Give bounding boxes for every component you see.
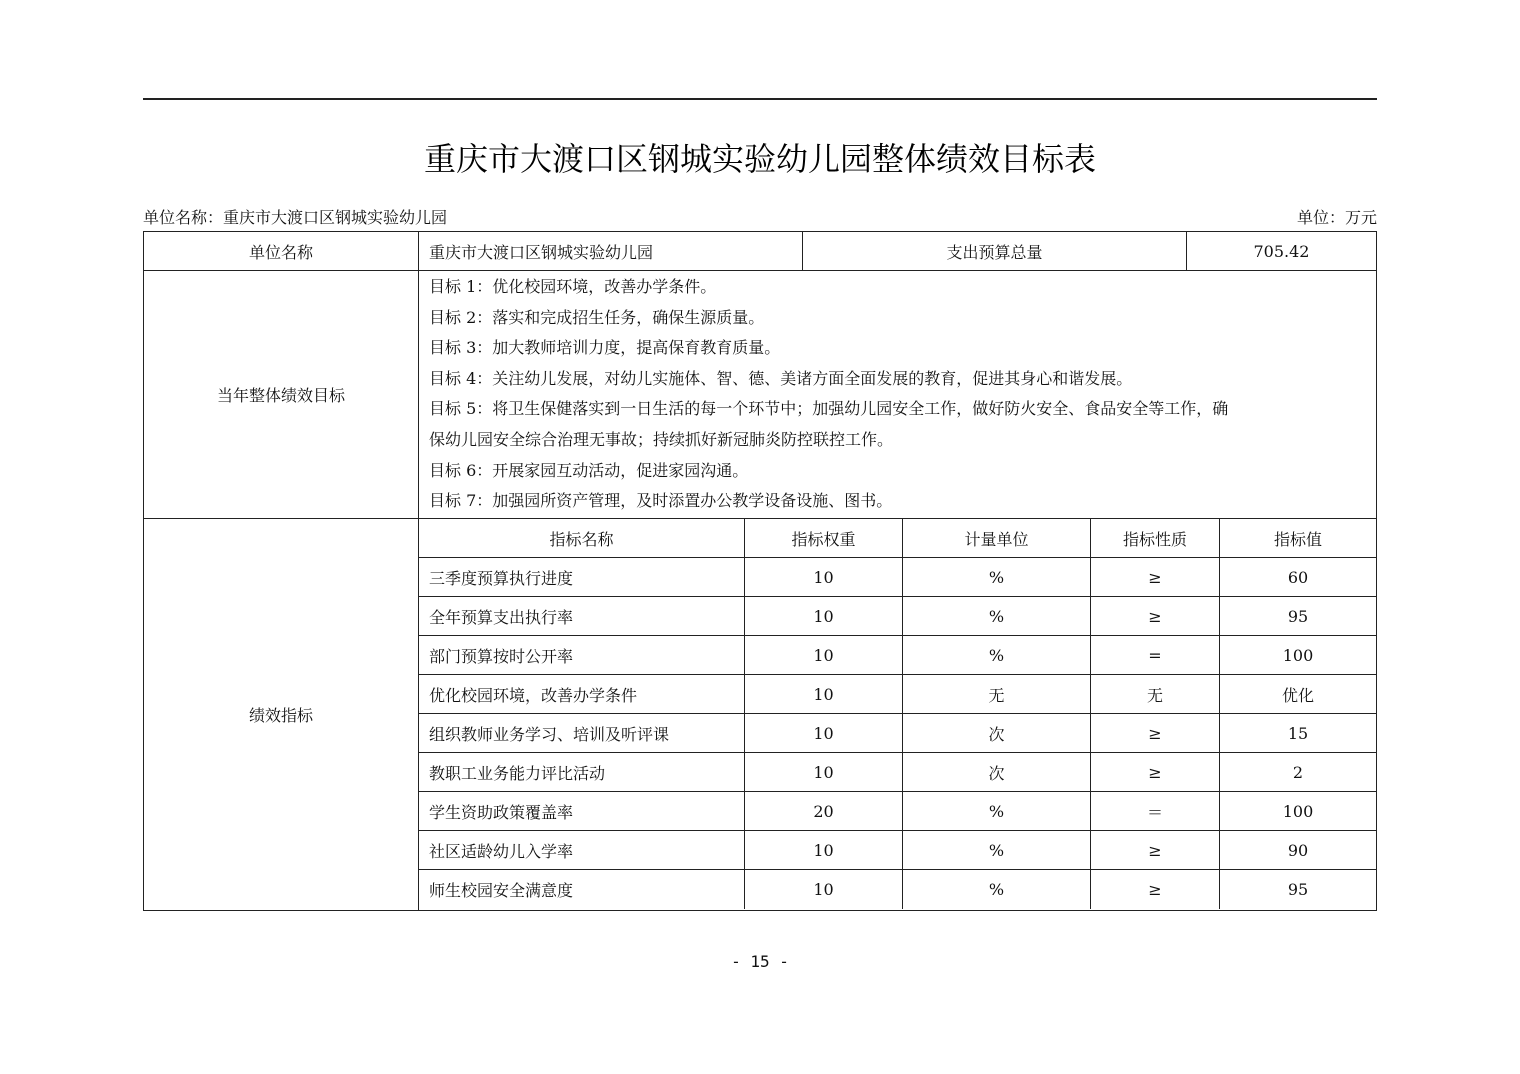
goal-line: 目标 4：关注幼儿发展，对幼儿实施体、智、德、美诸方面全面发展的教育，促进其身心和谐发展。 [429, 368, 1133, 388]
budget-total-label: 支出预算总量 [803, 232, 1187, 270]
indicator-value: 95 [1287, 606, 1309, 626]
header-rule [143, 98, 1377, 100]
indicator-unit: % [903, 870, 1091, 909]
indicator-unit: % [903, 831, 1091, 869]
indicator-name: 师生校园安全满意度 [419, 870, 745, 909]
unit-name-line: 单位名称：重庆市大渡口区钢城实验幼儿园 [143, 208, 448, 227]
indicators-table [419, 519, 1376, 910]
indicator-unit: % [903, 636, 1091, 674]
table-row [419, 753, 1376, 792]
indicator-nature: ＝ [1091, 792, 1220, 830]
indicator-unit: % [903, 558, 1091, 596]
indicator-weight: 10 [745, 558, 903, 596]
indicator-nature: = [1091, 636, 1220, 674]
goal-line: 目标 3：加大教师培训力度，提高保育教育质量。 [429, 338, 781, 358]
indicator-name: 全年预算支出执行率 [419, 597, 745, 635]
indicator-nature: ≥ [1091, 753, 1220, 791]
indicators-header-row [419, 519, 1376, 558]
column-header-name: 指标名称 [419, 519, 745, 557]
indicator-value: 60 [1287, 567, 1309, 587]
unit-header-row [144, 232, 1376, 271]
indicator-name: 三季度预算执行进度 [419, 558, 745, 596]
indicator-nature: 无 [1091, 675, 1220, 713]
indicator-weight: 10 [745, 753, 903, 791]
column-header-unit: 计量单位 [903, 519, 1091, 557]
annual-goals-list [419, 271, 1376, 518]
goal-line: 目标 1：优化校园环境，改善办学条件。 [429, 277, 717, 296]
indicator-unit: 次 [903, 753, 1091, 791]
indicator-name: 部门预算按时公开率 [419, 636, 745, 674]
indicator-weight: 10 [745, 831, 903, 869]
indicator-unit: % [903, 597, 1091, 635]
indicator-weight: 10 [745, 597, 903, 635]
indicator-nature: ≥ [1091, 870, 1220, 909]
table-row [419, 675, 1376, 714]
indicator-value: 95 [1287, 880, 1309, 899]
indicator-name: 社区适龄幼儿入学率 [419, 831, 745, 869]
unit-name-value: 重庆市大渡口区钢城实验幼儿园 [419, 232, 803, 270]
performance-table [143, 231, 1377, 911]
goal-line: 保幼儿园安全综合治理无事故；持续抓好新冠肺炎防控联控工作。 [429, 429, 894, 449]
indicator-weight: 20 [745, 792, 903, 830]
budget-total-value: 705.42 [1253, 241, 1310, 261]
page-number: - 15 - [731, 952, 789, 971]
indicator-weight: 10 [745, 870, 903, 909]
indicator-value: 100 [1282, 645, 1314, 665]
goal-line: 目标 5：将卫生保健落实到一日生活的每一个环节中；加强幼儿园安全工作，做好防火安全、食品安全等工作，确 [429, 399, 1229, 419]
table-row [419, 714, 1376, 753]
annual-goals-row [144, 271, 1376, 519]
table-row [419, 792, 1376, 831]
performance-indicators-label: 绩效指标 [144, 519, 419, 910]
indicator-value: 100 [1282, 801, 1314, 821]
indicator-unit: 无 [903, 675, 1091, 713]
indicator-name: 优化校园环境，改善办学条件 [419, 675, 745, 713]
indicator-value: 2 [1292, 762, 1304, 782]
indicator-nature: ≥ [1091, 597, 1220, 635]
indicator-weight: 10 [745, 714, 903, 752]
indicator-nature: ≥ [1091, 831, 1220, 869]
indicator-value: 90 [1287, 840, 1309, 860]
unit-of-measure: 单位：万元 [1296, 208, 1377, 227]
performance-indicators-row [144, 519, 1376, 910]
indicator-unit: % [903, 792, 1091, 830]
indicator-name: 组织教师业务学习、培训及听评课 [419, 714, 745, 752]
indicator-name: 学生资助政策覆盖率 [419, 792, 745, 830]
column-header-nature: 指标性质 [1091, 519, 1220, 557]
table-row [419, 636, 1376, 675]
indicator-weight: 10 [745, 636, 903, 674]
goal-line: 目标 2：落实和完成招生任务，确保生源质量。 [429, 307, 765, 327]
indicator-weight: 10 [745, 675, 903, 713]
meta-row [143, 206, 1377, 230]
column-header-value: 指标值 [1273, 529, 1322, 549]
indicator-nature: ≥ [1091, 714, 1220, 752]
table-row [419, 558, 1376, 597]
document-title: 重庆市大渡口区钢城实验幼儿园整体绩效目标表 [423, 140, 1096, 178]
indicator-nature: ≥ [1091, 558, 1220, 596]
indicator-value: 优化 [1281, 685, 1314, 705]
table-row [419, 870, 1376, 909]
annual-goals-label: 当年整体绩效目标 [144, 271, 419, 518]
goal-line: 目标 6：开展家园互动活动，促进家园沟通。 [429, 460, 749, 480]
goal-line: 目标 7：加强园所资产管理，及时添置办公教学设备设施、图书。 [429, 491, 893, 511]
table-row [419, 831, 1376, 870]
indicator-unit: 次 [903, 714, 1091, 752]
indicator-name: 教职工业务能力评比活动 [419, 753, 745, 791]
unit-name-label: 单位名称 [144, 232, 419, 270]
table-row [419, 597, 1376, 636]
indicator-value: 15 [1287, 723, 1309, 743]
column-header-weight: 指标权重 [745, 519, 903, 557]
